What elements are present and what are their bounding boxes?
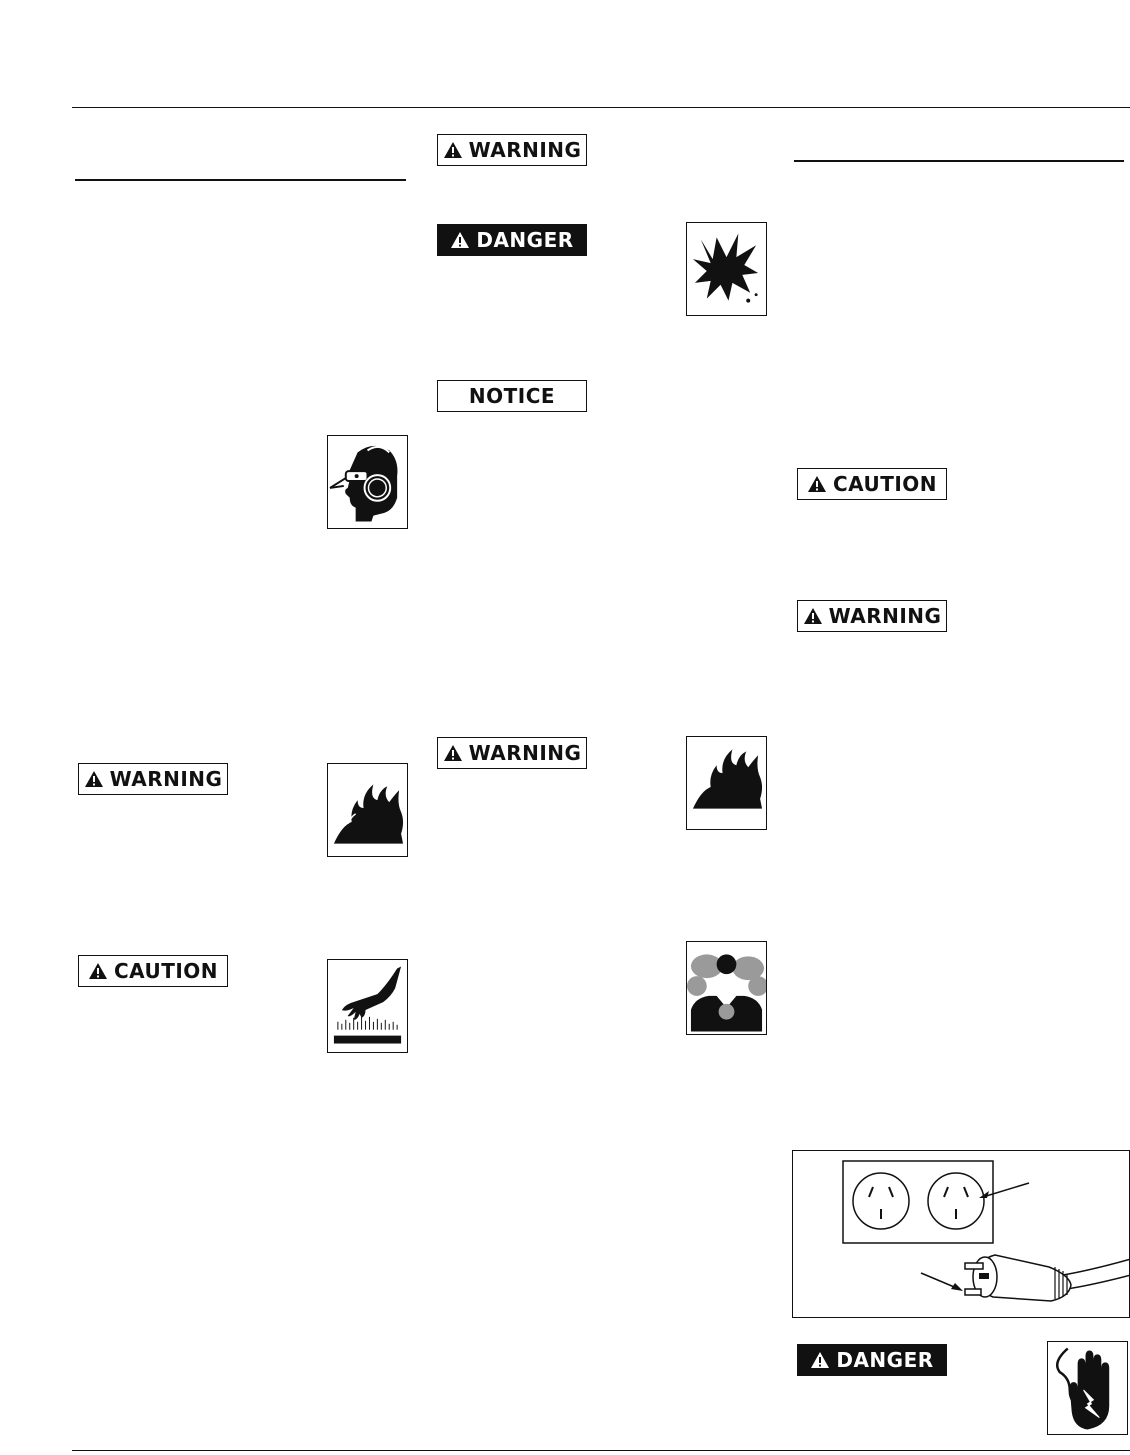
warning-label: WARNING xyxy=(109,767,223,791)
outlet-plug-illustration xyxy=(793,1151,1130,1319)
notice-badge xyxy=(437,380,587,412)
notice-label: NOTICE xyxy=(468,384,556,408)
warning-label: WARNING xyxy=(828,604,942,628)
warning-label: WARNING xyxy=(468,741,582,765)
alert-triangle-icon xyxy=(810,1351,830,1369)
warning-badge xyxy=(437,737,587,769)
alert-triangle-icon xyxy=(88,962,108,980)
alert-triangle-icon xyxy=(84,770,104,788)
fire-hazard-icon xyxy=(327,763,408,857)
warning-badge xyxy=(437,134,587,166)
explosion-hazard-icon xyxy=(686,222,767,316)
alert-triangle-icon xyxy=(443,141,463,159)
alert-triangle-icon xyxy=(450,231,470,249)
footer-rule xyxy=(72,1450,1130,1451)
outlet-and-plug-figure xyxy=(792,1150,1130,1318)
toxic-fumes-icon xyxy=(686,941,767,1035)
warning-badge xyxy=(78,763,228,795)
header-rule xyxy=(72,107,1130,108)
section-title-underline-right xyxy=(794,160,1124,162)
alert-triangle-icon xyxy=(443,744,463,762)
alert-triangle-icon xyxy=(803,607,823,625)
danger-label: DANGER xyxy=(476,228,574,252)
caution-badge xyxy=(78,955,228,987)
alert-triangle-icon xyxy=(807,475,827,493)
hot-surface-icon xyxy=(327,959,408,1053)
danger-badge xyxy=(797,1344,947,1376)
caution-label: CAUTION xyxy=(113,959,219,983)
danger-label: DANGER xyxy=(836,1348,934,1372)
section-title-underline-left xyxy=(75,179,406,181)
electric-shock-icon xyxy=(1047,1341,1128,1435)
danger-badge xyxy=(437,224,587,256)
warning-label: WARNING xyxy=(468,138,582,162)
caution-label: CAUTION xyxy=(832,472,938,496)
warning-badge xyxy=(797,600,947,632)
fire-hazard-icon xyxy=(686,736,767,830)
eye-and-ear-protection-icon xyxy=(327,435,408,529)
caution-badge xyxy=(797,468,947,500)
